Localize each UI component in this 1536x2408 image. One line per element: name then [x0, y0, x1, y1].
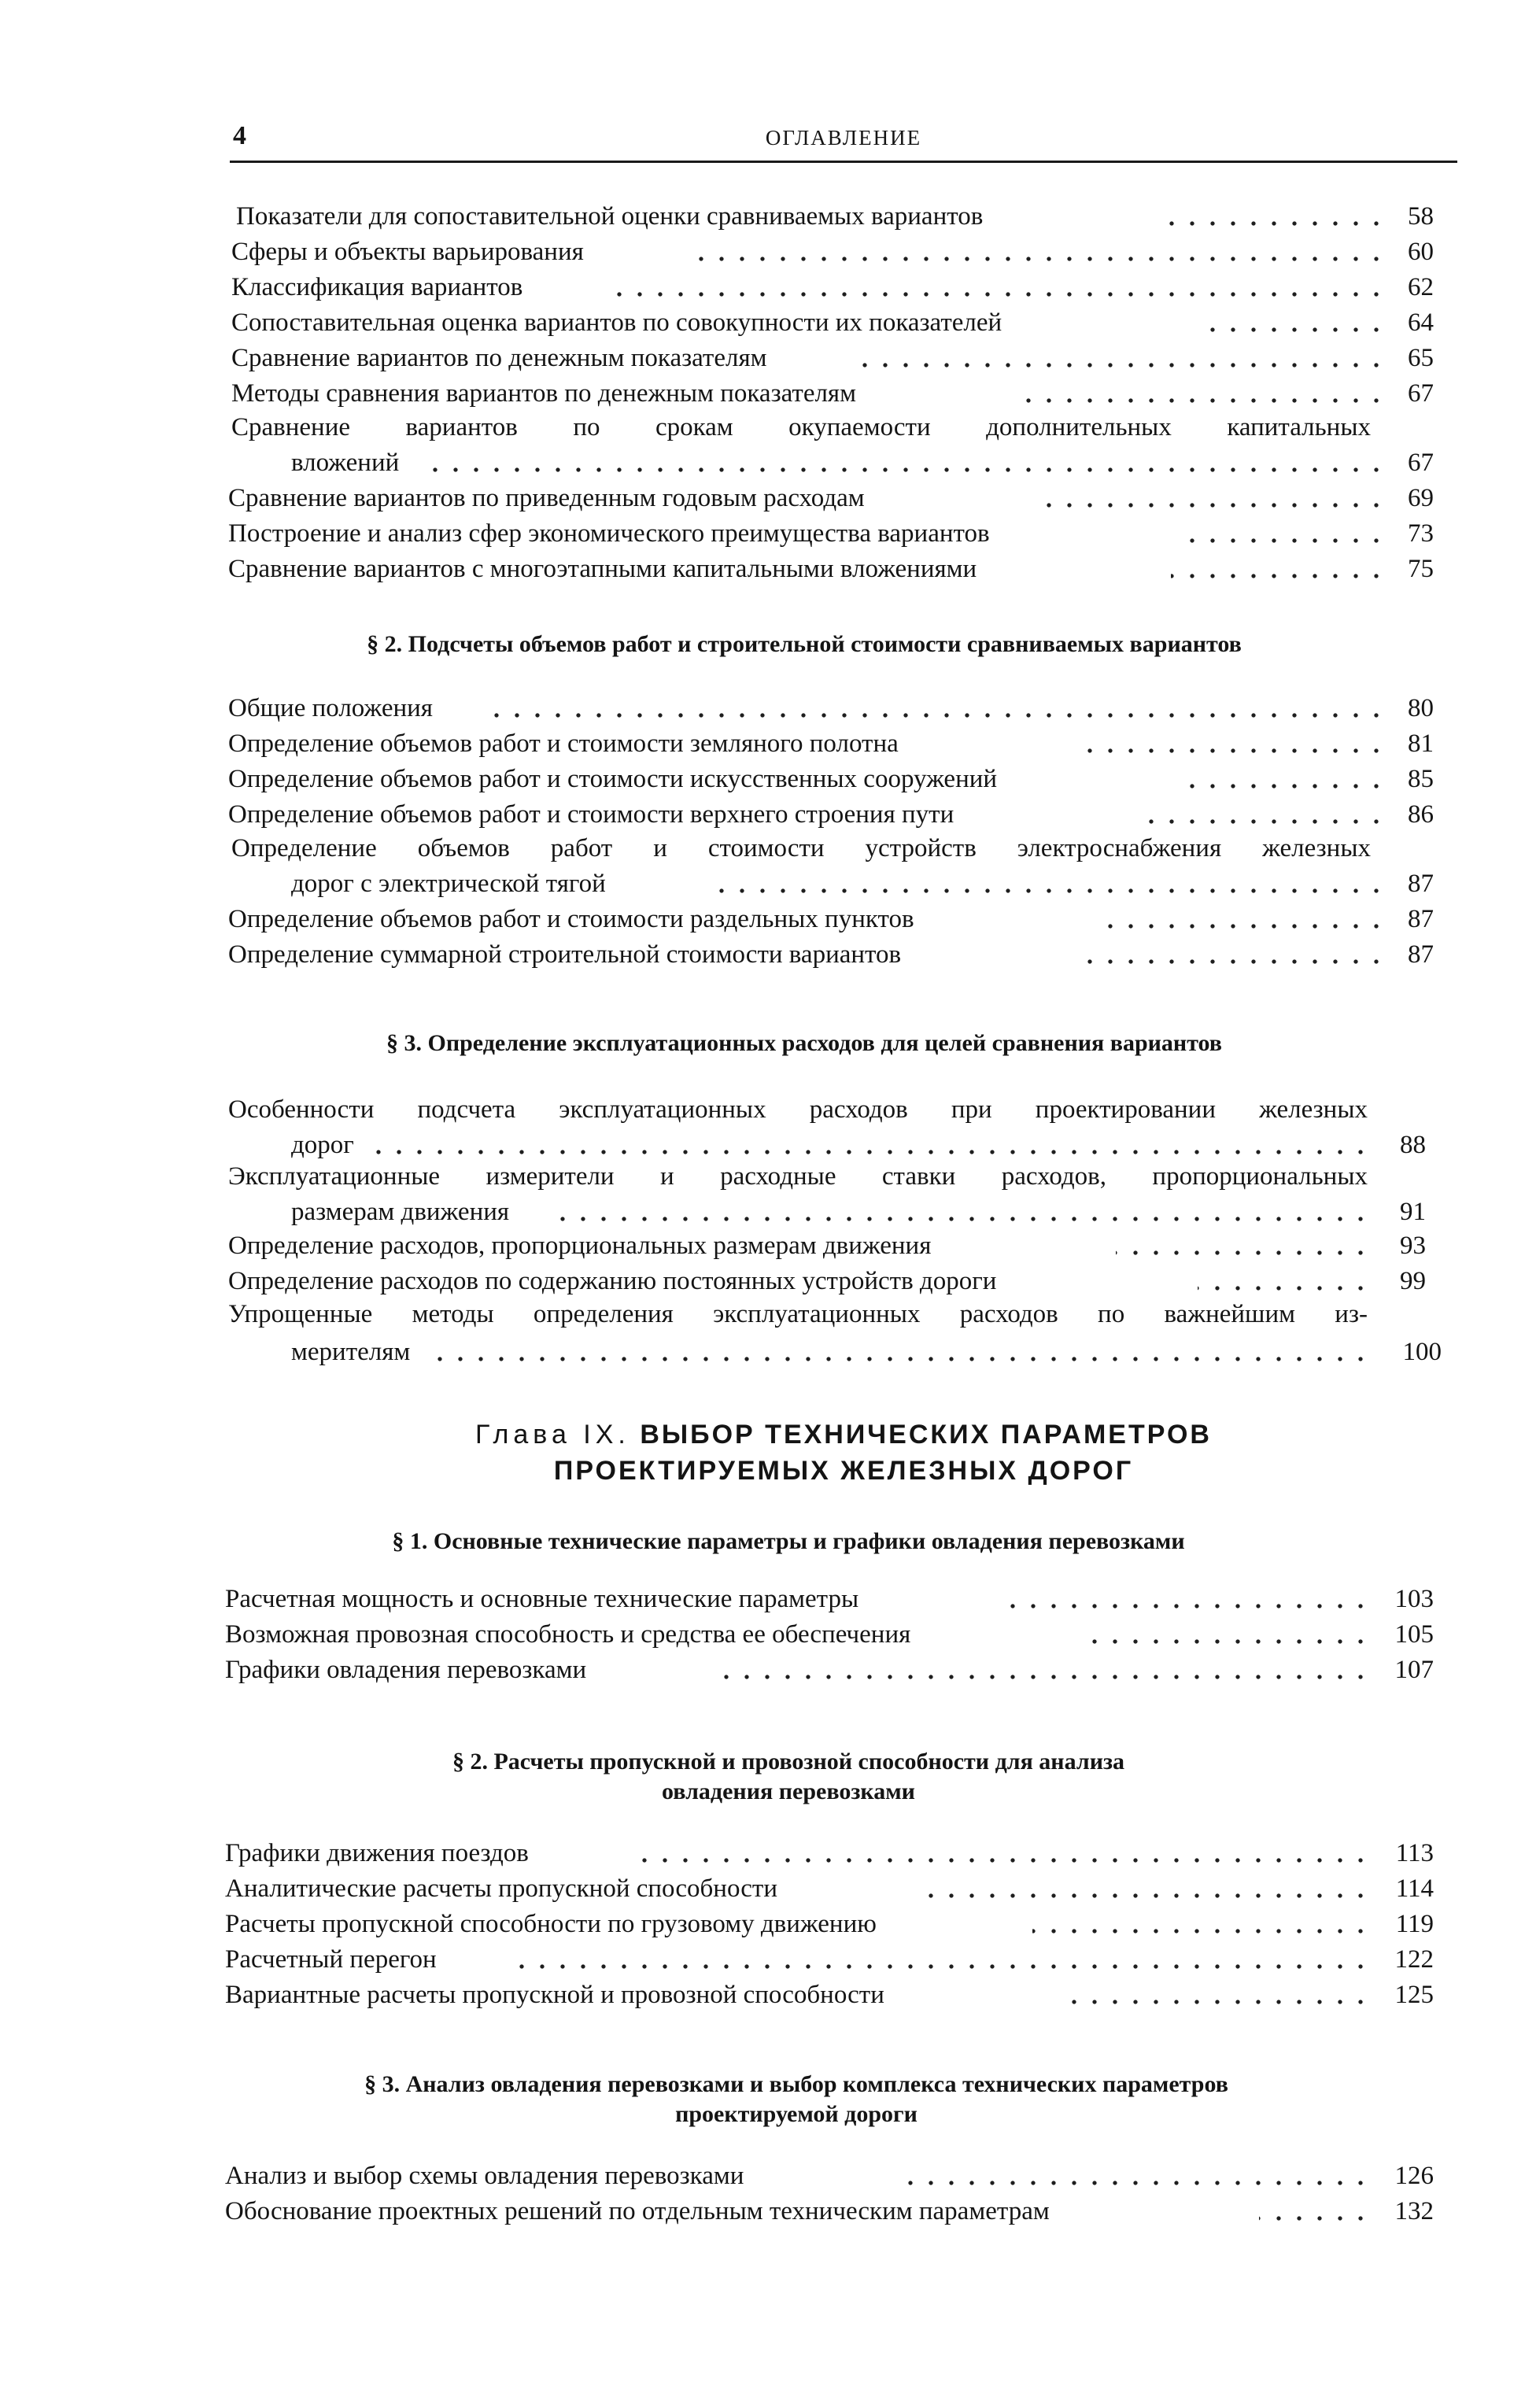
section-heading	[230, 2070, 1363, 2129]
toc-entry-page: 60	[1408, 238, 1434, 266]
toc-entry-title: Общие положения	[228, 694, 433, 722]
toc-entry-page: 114	[1395, 1874, 1434, 1903]
toc-entry-page: 87	[1408, 940, 1434, 969]
toc-entry-page: 67	[1408, 379, 1434, 408]
toc-entry-page: 87	[1408, 870, 1434, 898]
section-heading: § 1. Основные технические параметры и графики овладения перевозками	[392, 1528, 1185, 1554]
toc-entry	[0, 763, 1536, 795]
toc-entry-title: размерам движения	[291, 1198, 510, 1226]
leader-dots	[1166, 221, 1386, 226]
toc-entry-page: 125	[1394, 1981, 1434, 2009]
toc-entry	[0, 1837, 1536, 1869]
toc-entry	[0, 1979, 1536, 2011]
toc-entry-title: дорог	[291, 1131, 354, 1159]
leader-dots	[1092, 1639, 1371, 1644]
toc-entry-title: Определение объемов работ и стоимости раздельных пунктов	[228, 905, 914, 933]
toc-entry	[0, 939, 1536, 970]
toc-entry-title: Сопоставительная оценка вариантов по совокупности их показателей	[231, 308, 1002, 337]
toc-entry-title: вложений	[291, 449, 400, 477]
toc-entry-page: 75	[1408, 555, 1434, 583]
toc-entry-title: Построение и анализ сфер экономического преимущества вариантов	[228, 519, 990, 548]
toc-entry	[0, 799, 1536, 830]
leader-dots	[703, 888, 1386, 893]
toc-entry-page: 100	[1402, 1338, 1442, 1366]
leader-dots	[421, 467, 1386, 472]
leader-dots	[686, 257, 1386, 261]
toc-entry	[0, 1908, 1536, 1940]
toc-entry-page: 107	[1394, 1656, 1434, 1684]
leader-dots	[1080, 748, 1386, 753]
chapter-title-line1: ВЫБОР ТЕХНИЧЕСКИХ ПАРАМЕТРОВ	[640, 1420, 1212, 1450]
toc-entry-page: 62	[1408, 273, 1434, 301]
chapter-heading	[230, 1416, 1457, 1489]
leader-dots	[626, 1858, 1371, 1863]
toc-entry	[0, 1619, 1536, 1650]
toc-entry	[0, 1654, 1536, 1686]
section-heading	[230, 1747, 1347, 1807]
toc-entry-title: Анализ и выбор схемы овладения перевозками	[225, 2162, 744, 2190]
toc-entry	[0, 307, 1536, 338]
toc-entry-title: Сравнение вариантов по приведенным годовым расходам	[228, 484, 865, 512]
leader-dots	[1007, 1604, 1371, 1608]
toc-entry	[0, 903, 1536, 935]
toc-entry-page: 126	[1394, 2162, 1434, 2190]
toc-entry	[0, 2196, 1536, 2227]
toc-entry-page: 99	[1400, 1267, 1426, 1295]
leader-dots	[921, 1893, 1371, 1898]
toc-entry-title-line1: Упрощенные методы определения эксплуатационных расходов по важнейшим из-	[228, 1300, 1368, 1328]
toc-entry-page: 113	[1395, 1839, 1434, 1867]
toc-entry-title: Вариантные расчеты пропускной и провозной способности	[225, 1981, 884, 2009]
toc-entry-title: Определение объемов работ и стоимости верхнего строения пути	[228, 800, 954, 829]
leader-dots	[892, 2181, 1371, 2185]
leader-dots	[1072, 959, 1386, 964]
toc-entry-page: 122	[1394, 1945, 1434, 1974]
toc-entry-page: 86	[1408, 800, 1434, 829]
toc-entry	[0, 518, 1536, 549]
toc-entry-title: Возможная провозная способность и средства ее обеспечения	[225, 1620, 911, 1649]
toc-entry	[0, 1230, 1536, 1261]
leader-dots	[606, 292, 1386, 297]
toc-entry-page: 103	[1394, 1585, 1434, 1613]
toc-entry-title: Сравнение вариантов по денежным показателям	[231, 344, 767, 372]
toc-entry-page: 58	[1408, 202, 1434, 231]
leader-dots	[370, 1150, 1371, 1154]
page-number: 4	[233, 121, 246, 150]
toc-entry-title: Графики движения поездов	[225, 1839, 529, 1867]
toc-entry-title: Расчеты пропускной способности по грузовому движению	[225, 1910, 877, 1938]
running-title: ОГЛАВЛЕНИЕ	[765, 126, 922, 150]
toc-entry-page: 67	[1408, 449, 1434, 477]
toc-entry	[0, 482, 1536, 514]
leader-dots	[1032, 1929, 1371, 1933]
toc-entry	[0, 553, 1536, 585]
toc-entry	[0, 692, 1536, 724]
section-heading-line2: проектируемой дороги	[675, 2101, 918, 2127]
chapter-label: Глава IX.	[475, 1420, 630, 1450]
leader-dots	[510, 1964, 1371, 1969]
section-heading-line2: овладения перевозками	[662, 1778, 915, 1804]
chapter-title-line2: ПРОЕКТИРУЕМЫХ ЖЕЛЕЗНЫХ ДОРОГ	[553, 1456, 1134, 1486]
leader-dots	[1021, 398, 1386, 403]
toc-entry-multiline	[0, 833, 1536, 899]
section-heading: § 2. Подсчеты объемов работ и строительной стоимости сравниваемых вариантов	[367, 631, 1242, 657]
leader-dots	[1171, 574, 1386, 578]
leader-dots	[1210, 327, 1386, 332]
leader-dots	[438, 1357, 1371, 1361]
leader-dots	[1182, 538, 1386, 543]
toc-entry	[0, 1944, 1536, 1975]
toc-entry	[0, 378, 1536, 409]
toc-entry	[0, 2160, 1536, 2192]
toc-entry-page: 85	[1408, 765, 1434, 793]
toc-entry-title: Расчетная мощность и основные технические параметры	[225, 1585, 859, 1613]
leader-dots	[1116, 1250, 1371, 1255]
toc-entry	[0, 236, 1536, 268]
section-heading-line1: § 3. Анализ овладения перевозками и выбор комплекса технических параметров	[364, 2071, 1228, 2097]
toc-entry-title: Определение расходов по содержанию постоянных устройств дороги	[228, 1267, 997, 1295]
toc-entry-title: Показатели для сопоставительной оценки сравниваемых вариантов	[236, 202, 984, 231]
toc-entry	[0, 271, 1536, 303]
toc-entry-multiline	[0, 1298, 1536, 1368]
toc-entry-multiline	[0, 1094, 1536, 1161]
toc-entry-title: Расчетный перегон	[225, 1945, 437, 1974]
toc-entry-title: Графики овладения перевозками	[225, 1656, 587, 1684]
toc-entry-page: 88	[1400, 1131, 1426, 1159]
toc-entry-title: Определение суммарной строительной стоимости вариантов	[228, 940, 902, 969]
toc-entry-title: Классификация вариантов	[231, 273, 523, 301]
toc-entry-page: 119	[1395, 1910, 1434, 1938]
section-heading-line1: § 2. Расчеты пропускной и провозной способности для анализа	[452, 1749, 1125, 1775]
toc-entry	[0, 1583, 1536, 1615]
leader-dots	[1092, 924, 1386, 929]
leader-dots	[1031, 503, 1386, 508]
toc-entry	[0, 1265, 1536, 1297]
toc-entry-page: 91	[1400, 1198, 1426, 1226]
toc-entry-title-line1: Эксплуатационные измерители и расходные ставки расходов, пропорциональных	[228, 1162, 1368, 1191]
toc-entry-page: 80	[1408, 694, 1434, 722]
leader-dots	[1065, 2000, 1371, 2004]
leader-dots	[493, 713, 1386, 718]
leader-dots	[551, 1217, 1371, 1221]
toc-entry-page: 65	[1408, 344, 1434, 372]
toc-entry-title: Определение объемов работ и стоимости искусственных сооружений	[228, 765, 998, 793]
toc-entry-title: Методы сравнения вариантов по денежным показателям	[231, 379, 856, 408]
leader-dots	[1188, 784, 1386, 789]
toc-entry	[0, 728, 1536, 759]
toc-entry	[0, 201, 1536, 232]
toc-entry-title-line1: Сравнение вариантов по срокам окупаемости дополнительных капитальных	[231, 413, 1371, 441]
leader-dots	[1259, 2216, 1371, 2221]
toc-entry-multiline	[0, 1161, 1536, 1228]
toc-entry-page: 64	[1408, 308, 1434, 337]
running-head	[230, 118, 1457, 163]
leader-dots	[716, 1675, 1371, 1679]
toc-entry-page: 73	[1408, 519, 1434, 548]
toc-entry-page: 87	[1408, 905, 1434, 933]
chapter-heading-line1	[230, 1416, 1457, 1453]
toc-entry-title: Аналитические расчеты пропускной способности	[225, 1874, 778, 1903]
toc-entry-title: мерителям	[291, 1338, 411, 1366]
toc-entry-multiline	[0, 412, 1536, 478]
toc-entry-page: 81	[1408, 729, 1434, 758]
toc-entry	[0, 342, 1536, 374]
toc-entry-title: Обоснование проектных решений по отдельным техническим параметрам	[225, 2197, 1050, 2225]
toc-entry-title-line1: Определение объемов работ и стоимости устройств электроснабжения железных	[231, 834, 1371, 862]
toc-entry-title: Сферы и объекты варьирования	[231, 238, 584, 266]
leader-dots	[848, 363, 1386, 367]
toc-entry-page: 93	[1400, 1232, 1426, 1260]
toc-entry-title: дорог с электрической тягой	[291, 870, 606, 898]
leader-dots	[1198, 1286, 1371, 1291]
toc-entry-title: Определение объемов работ и стоимости земляного полотна	[228, 729, 899, 758]
toc-entry-title: Определение расходов, пропорциональных размерам движения	[228, 1232, 932, 1260]
toc-entry-title-line1: Особенности подсчета эксплуатационных расходов при проектировании железных	[228, 1095, 1368, 1124]
toc-entry	[0, 1873, 1536, 1904]
section-heading: § 3. Определение эксплуатационных расходов для целей сравнения вариантов	[386, 1030, 1223, 1056]
toc-entry-title: Сравнение вариантов с многоэтапными капитальными вложениями	[228, 555, 977, 583]
toc-entry-page: 132	[1394, 2197, 1434, 2225]
toc-entry-page: 105	[1394, 1620, 1434, 1649]
leader-dots	[1147, 819, 1386, 824]
toc-entry-page: 69	[1408, 484, 1434, 512]
